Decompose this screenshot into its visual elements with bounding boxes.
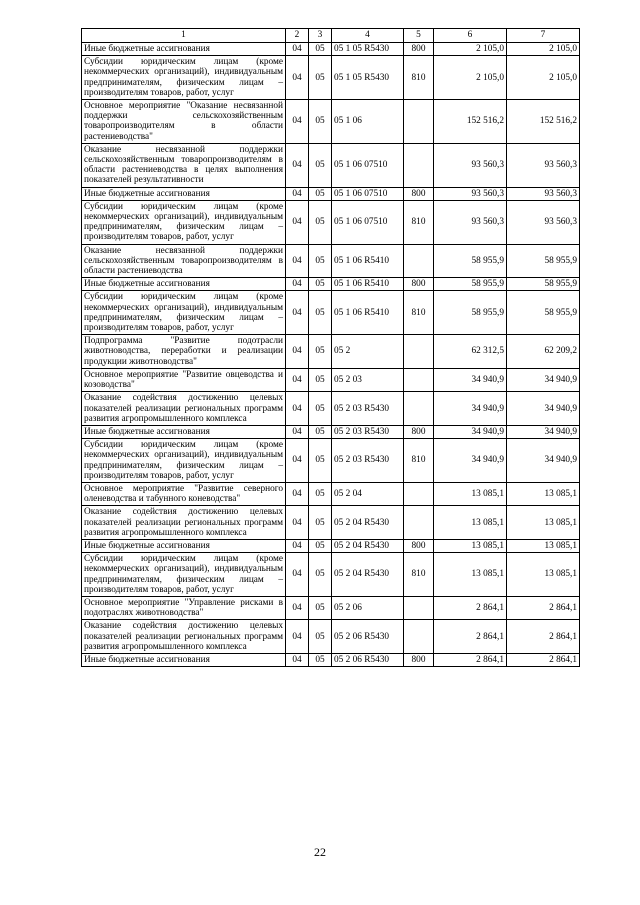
row-target-code: 05 2 04: [332, 482, 404, 505]
table-row: [82, 539, 580, 552]
row-code-3: 05: [309, 244, 332, 278]
row-code-2: 04: [286, 200, 309, 244]
row-code-3: 05: [309, 482, 332, 505]
row-amount-7: 34 940,9: [507, 368, 580, 391]
row-expense-type: [404, 620, 434, 654]
row-expense-type: [404, 100, 434, 144]
row-name: Основное мероприятие "Развитие северного оленеводства и табунного коневодства": [82, 482, 286, 505]
row-code-2: 04: [286, 187, 309, 200]
table-row: [82, 291, 580, 335]
row-target-code: 05 2 04 R5430: [332, 506, 404, 540]
row-expense-type: 810: [404, 553, 434, 597]
column-header-3: 3: [309, 29, 332, 43]
row-name: Субсидии юридическим лицам (кроме некоммерческих организаций), индивидуальным предпринимателям, физическим лицам – производителям товаров, работ, услуг: [82, 56, 286, 100]
row-code-2: 04: [286, 653, 309, 666]
document-page: [81, 28, 579, 667]
row-amount-6: 2 864,1: [434, 620, 507, 654]
table-row: [82, 425, 580, 438]
row-code-2: 04: [286, 620, 309, 654]
row-code-3: 05: [309, 335, 332, 369]
row-code-3: 05: [309, 187, 332, 200]
row-code-2: 04: [286, 482, 309, 505]
row-code-3: 05: [309, 425, 332, 438]
column-header-1: 1: [82, 29, 286, 43]
table-row: [82, 368, 580, 391]
row-code-3: 05: [309, 100, 332, 144]
row-amount-6: 13 085,1: [434, 506, 507, 540]
row-amount-7: 13 085,1: [507, 539, 580, 552]
row-amount-7: 152 516,2: [507, 100, 580, 144]
row-target-code: 05 1 06 07510: [332, 200, 404, 244]
row-amount-6: 34 940,9: [434, 368, 507, 391]
row-target-code: 05 1 06 07510: [332, 143, 404, 187]
row-expense-type: [404, 596, 434, 619]
table-row: [82, 200, 580, 244]
row-name: Основное мероприятие "Оказание несвязанной поддержки сельскохозяйственным товаропроизводителям в области растениеводства": [82, 100, 286, 144]
row-amount-7: 58 955,9: [507, 278, 580, 291]
table-row: [82, 620, 580, 654]
row-name: Иные бюджетные ассигнования: [82, 653, 286, 666]
row-code-2: 04: [286, 439, 309, 483]
row-amount-7: 93 560,3: [507, 200, 580, 244]
column-header-5: 5: [404, 29, 434, 43]
row-amount-6: 2 864,1: [434, 596, 507, 619]
row-code-2: 04: [286, 392, 309, 426]
row-expense-type: 800: [404, 539, 434, 552]
row-amount-6: 34 940,9: [434, 439, 507, 483]
row-amount-7: 13 085,1: [507, 553, 580, 597]
row-amount-7: 13 085,1: [507, 506, 580, 540]
row-amount-6: 58 955,9: [434, 278, 507, 291]
row-code-2: 04: [286, 506, 309, 540]
row-amount-7: 34 940,9: [507, 439, 580, 483]
row-amount-6: 13 085,1: [434, 539, 507, 552]
budget-table: [81, 28, 580, 667]
row-amount-7: 2 864,1: [507, 653, 580, 666]
row-code-3: 05: [309, 653, 332, 666]
row-name: Оказание несвязанной поддержки сельскохозяйственным товаропроизводителям в области растениеводства в целях выполнения показателей результативности: [82, 143, 286, 187]
row-code-3: 05: [309, 539, 332, 552]
row-code-2: 04: [286, 278, 309, 291]
table-row: [82, 653, 580, 666]
row-amount-7: 34 940,9: [507, 425, 580, 438]
row-amount-6: 62 312,5: [434, 335, 507, 369]
table-row: [82, 553, 580, 597]
column-header-7: 7: [507, 29, 580, 43]
row-amount-6: 152 516,2: [434, 100, 507, 144]
column-header-2: 2: [286, 29, 309, 43]
row-code-3: 05: [309, 43, 332, 56]
row-expense-type: [404, 143, 434, 187]
row-code-3: 05: [309, 56, 332, 100]
row-expense-type: [404, 392, 434, 426]
row-target-code: 05 1 06 07510: [332, 187, 404, 200]
row-target-code: 05 2 03 R5430: [332, 392, 404, 426]
table-row: [82, 439, 580, 483]
row-target-code: 05 1 06 R5410: [332, 244, 404, 278]
row-expense-type: [404, 335, 434, 369]
row-code-2: 04: [286, 368, 309, 391]
row-expense-type: 810: [404, 291, 434, 335]
row-amount-7: 62 209,2: [507, 335, 580, 369]
row-name: Иные бюджетные ассигнования: [82, 43, 286, 56]
row-target-code: 05 1 06 R5410: [332, 278, 404, 291]
table-row: [82, 43, 580, 56]
row-amount-6: 34 940,9: [434, 392, 507, 426]
row-target-code: 05 2 03 R5430: [332, 425, 404, 438]
table-row: [82, 143, 580, 187]
row-expense-type: 810: [404, 200, 434, 244]
row-amount-7: 2 864,1: [507, 620, 580, 654]
row-amount-6: 93 560,3: [434, 200, 507, 244]
row-name: Оказание содействия достижению целевых показателей реализации региональных программ развития агропромышленного комплекса: [82, 392, 286, 426]
row-name: Оказание содействия достижению целевых показателей реализации региональных программ развития агропромышленного комплекса: [82, 620, 286, 654]
row-expense-type: 800: [404, 43, 434, 56]
row-target-code: 05 2 04 R5430: [332, 553, 404, 597]
row-name: Субсидии юридическим лицам (кроме некоммерческих организаций), индивидуальным предпринимателям, физическим лицам – производителям товаров, работ, услуг: [82, 200, 286, 244]
row-name: Субсидии юридическим лицам (кроме некоммерческих организаций), индивидуальным предпринимателям, физическим лицам – производителям товаров, работ, услуг: [82, 439, 286, 483]
row-code-3: 05: [309, 553, 332, 597]
row-amount-6: 93 560,3: [434, 187, 507, 200]
column-header-6: 6: [434, 29, 507, 43]
row-code-3: 05: [309, 278, 332, 291]
row-target-code: 05 2 04 R5430: [332, 539, 404, 552]
row-expense-type: 800: [404, 425, 434, 438]
row-name: Оказание несвязанной поддержки сельскохозяйственным товаропроизводителям в области растениеводства: [82, 244, 286, 278]
table-row: [82, 335, 580, 369]
row-code-3: 05: [309, 368, 332, 391]
row-amount-6: 93 560,3: [434, 143, 507, 187]
row-code-2: 04: [286, 244, 309, 278]
row-amount-7: 2 864,1: [507, 596, 580, 619]
row-name: Подпрограмма "Развитие подотрасли животноводства, переработки и реализации продукции животноводства": [82, 335, 286, 369]
row-code-2: 04: [286, 143, 309, 187]
row-amount-7: 93 560,3: [507, 143, 580, 187]
table-row: [82, 56, 580, 100]
row-code-3: 05: [309, 506, 332, 540]
row-target-code: 05 1 05 R5430: [332, 43, 404, 56]
row-code-3: 05: [309, 291, 332, 335]
row-amount-7: 93 560,3: [507, 187, 580, 200]
row-expense-type: 800: [404, 653, 434, 666]
row-amount-7: 13 085,1: [507, 482, 580, 505]
row-amount-6: 2 864,1: [434, 653, 507, 666]
row-code-2: 04: [286, 100, 309, 144]
row-target-code: 05 2: [332, 335, 404, 369]
table-row: [82, 506, 580, 540]
row-target-code: 05 1 06 R5410: [332, 291, 404, 335]
row-code-2: 04: [286, 291, 309, 335]
row-code-3: 05: [309, 200, 332, 244]
row-amount-7: 34 940,9: [507, 392, 580, 426]
row-target-code: 05 1 05 R5430: [332, 56, 404, 100]
row-expense-type: 800: [404, 187, 434, 200]
row-name: Иные бюджетные ассигнования: [82, 539, 286, 552]
table-row: [82, 100, 580, 144]
row-code-3: 05: [309, 439, 332, 483]
row-expense-type: [404, 368, 434, 391]
table-row: [82, 244, 580, 278]
row-amount-6: 2 105,0: [434, 43, 507, 56]
row-amount-6: 58 955,9: [434, 244, 507, 278]
row-target-code: 05 2 06 R5430: [332, 620, 404, 654]
table-row: [82, 482, 580, 505]
row-code-2: 04: [286, 553, 309, 597]
row-code-3: 05: [309, 143, 332, 187]
row-amount-6: 13 085,1: [434, 553, 507, 597]
row-expense-type: 810: [404, 439, 434, 483]
row-code-2: 04: [286, 335, 309, 369]
row-target-code: 05 2 03 R5430: [332, 439, 404, 483]
row-amount-7: 58 955,9: [507, 291, 580, 335]
row-amount-7: 58 955,9: [507, 244, 580, 278]
row-code-2: 04: [286, 596, 309, 619]
row-target-code: 05 2 06 R5430: [332, 653, 404, 666]
row-amount-6: 2 105,0: [434, 56, 507, 100]
table-row: [82, 278, 580, 291]
row-name: Основное мероприятие "Управление рисками в подотраслях животноводства": [82, 596, 286, 619]
row-expense-type: [404, 244, 434, 278]
row-name: Оказание содействия достижению целевых показателей реализации региональных программ развития агропромышленного комплекса: [82, 506, 286, 540]
row-expense-type: 810: [404, 56, 434, 100]
row-amount-6: 13 085,1: [434, 482, 507, 505]
row-code-3: 05: [309, 392, 332, 426]
row-target-code: 05 2 06: [332, 596, 404, 619]
row-amount-6: 34 940,9: [434, 425, 507, 438]
row-target-code: 05 1 06: [332, 100, 404, 144]
row-expense-type: 800: [404, 278, 434, 291]
row-code-2: 04: [286, 539, 309, 552]
row-code-2: 04: [286, 43, 309, 56]
row-name: Субсидии юридическим лицам (кроме некоммерческих организаций), индивидуальным предпринимателям, физическим лицам – производителям товаров, работ, услуг: [82, 291, 286, 335]
table-row: [82, 392, 580, 426]
row-amount-6: 58 955,9: [434, 291, 507, 335]
row-code-3: 05: [309, 596, 332, 619]
row-name: Субсидии юридическим лицам (кроме некоммерческих организаций), индивидуальным предпринимателям, физическим лицам – производителям товаров, работ, услуг: [82, 553, 286, 597]
table-header-row: [82, 29, 580, 43]
row-name: Иные бюджетные ассигнования: [82, 278, 286, 291]
table-row: [82, 596, 580, 619]
row-code-3: 05: [309, 620, 332, 654]
row-name: Иные бюджетные ассигнования: [82, 187, 286, 200]
page-number: 22: [314, 845, 326, 859]
row-expense-type: [404, 482, 434, 505]
row-code-2: 04: [286, 56, 309, 100]
column-header-4: 4: [332, 29, 404, 43]
row-name: Иные бюджетные ассигнования: [82, 425, 286, 438]
row-target-code: 05 2 03: [332, 368, 404, 391]
row-code-2: 04: [286, 425, 309, 438]
row-amount-7: 2 105,0: [507, 56, 580, 100]
table-body: [82, 43, 580, 667]
row-name: Основное мероприятие "Развитие овцеводства и козоводства": [82, 368, 286, 391]
table-row: [82, 187, 580, 200]
row-amount-7: 2 105,0: [507, 43, 580, 56]
row-expense-type: [404, 506, 434, 540]
